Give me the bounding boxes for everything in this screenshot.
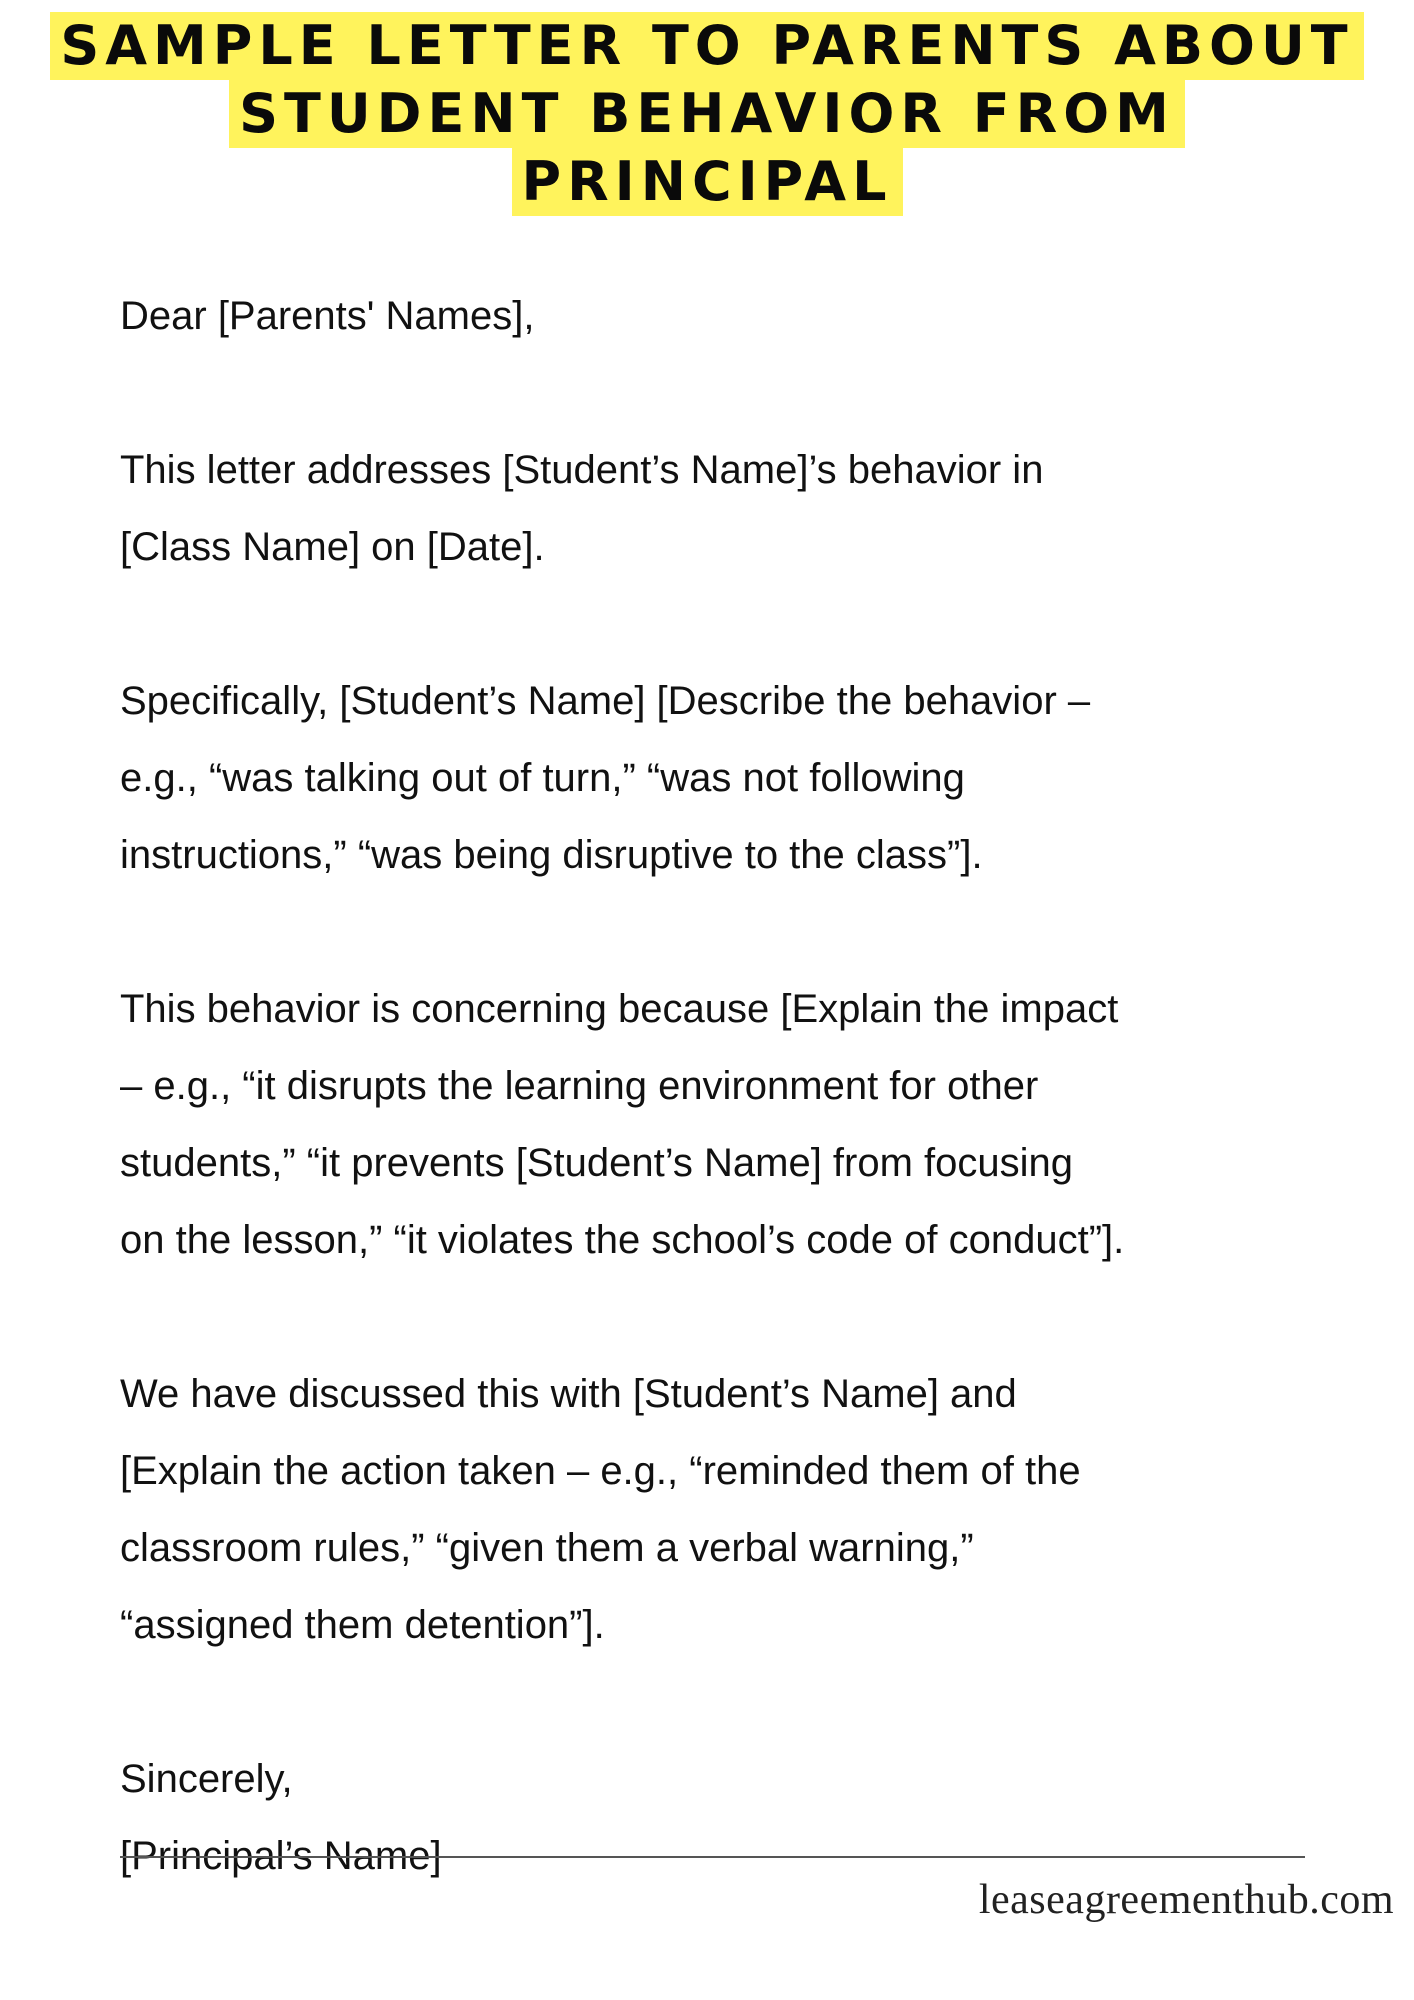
title-line-1: SAMPLE LETTER TO PARENTS ABOUT xyxy=(50,12,1363,80)
title-line-2: STUDENT BEHAVIOR FROM xyxy=(229,80,1185,148)
paragraph-behavior-description xyxy=(120,663,1380,894)
paragraph-line: instructions,” “was being disruptive to the class”]. xyxy=(120,833,983,877)
signature-name: [Principal’s Name] xyxy=(120,1834,442,1878)
closing-block xyxy=(120,1741,1380,1895)
paragraph-line: – e.g., “it disrupts the learning environment for other xyxy=(120,1064,1039,1108)
paragraph-line: Specifically, [Student’s Name] [Describe the behavior – xyxy=(120,679,1091,723)
document-title xyxy=(0,12,1414,216)
title-line-3: PRINCIPAL xyxy=(512,148,903,216)
paragraph-line: [Explain the action taken – e.g., “reminded them of the xyxy=(120,1449,1081,1493)
paragraph-line: [Class Name] on [Date]. xyxy=(120,525,545,569)
paragraph-line: This behavior is concerning because [Explain the impact xyxy=(120,987,1119,1031)
paragraph-line: “assigned them detention”]. xyxy=(120,1603,605,1647)
closing: Sincerely, xyxy=(120,1757,293,1801)
paragraph-line: This letter addresses [Student’s Name]’s behavior in xyxy=(120,448,1044,492)
footer-brand: leaseagreementhub.com xyxy=(978,1877,1394,1923)
letter-body xyxy=(120,278,1380,1895)
paragraph-line: classroom rules,” “given them a verbal warning,” xyxy=(120,1526,974,1570)
paragraph-line: We have discussed this with [Student’s Name] and xyxy=(120,1372,1017,1416)
paragraph-action-taken xyxy=(120,1356,1380,1664)
paragraph-line: e.g., “was talking out of turn,” “was not following xyxy=(120,756,965,800)
paragraph-line: on the lesson,” “it violates the school’s code of conduct”]. xyxy=(120,1218,1125,1262)
paragraph-impact xyxy=(120,971,1380,1279)
signature-line xyxy=(120,1856,1305,1858)
salutation: Dear [Parents' Names], xyxy=(120,294,535,338)
paragraph-introduction xyxy=(120,432,1380,586)
paragraph-line: students,” “it prevents [Student’s Name] from focusing xyxy=(120,1141,1074,1185)
